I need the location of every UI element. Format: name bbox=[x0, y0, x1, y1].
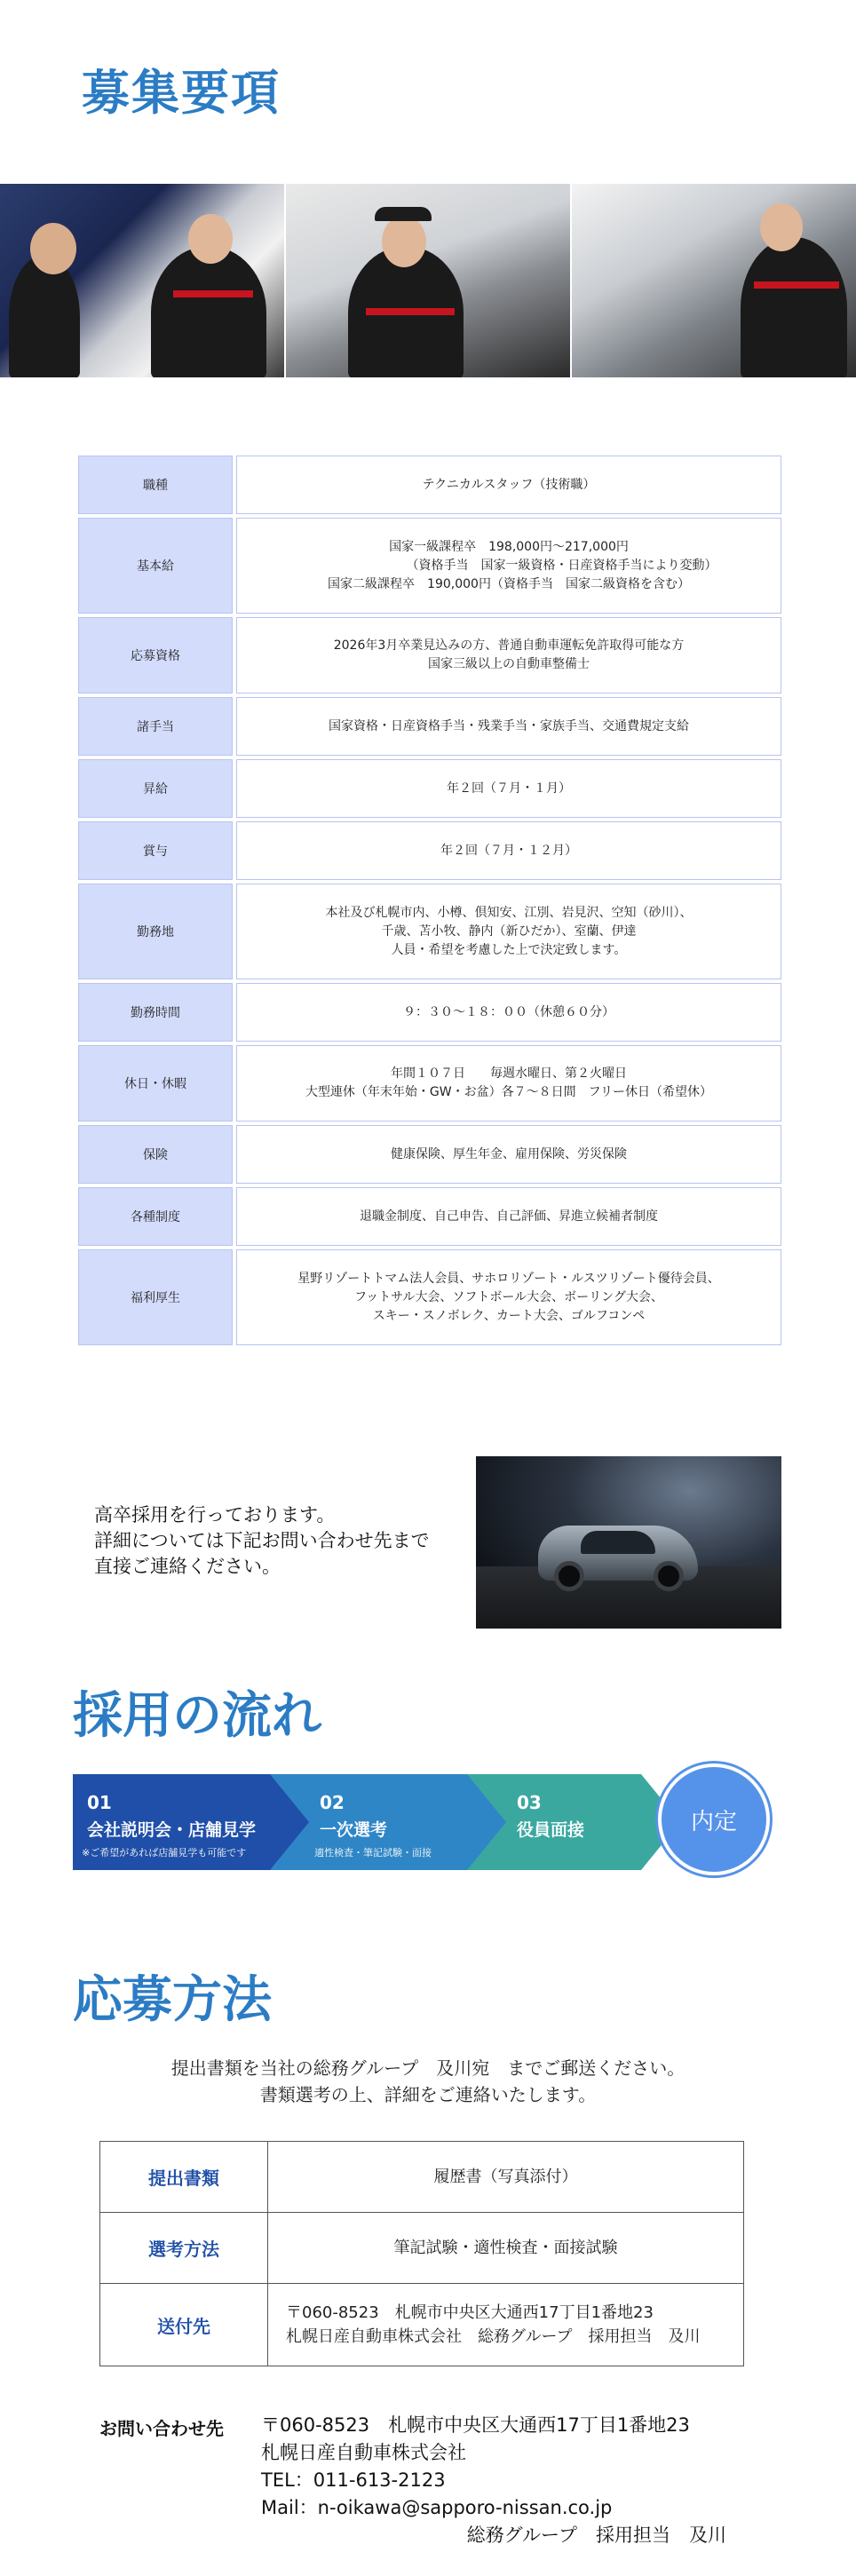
apply-title: 応募方法 bbox=[73, 1971, 272, 2029]
intro-text: 高卒採用を行っております。 詳細については下記お問い合わせ先まで 直接ご連絡ください。 bbox=[94, 1504, 430, 1577]
requirements-row bbox=[78, 697, 781, 756]
contact-info bbox=[261, 2412, 726, 2549]
flow-step-1-name: 会社説明会・店舗見学 bbox=[87, 1820, 257, 1840]
requirements-row bbox=[78, 983, 781, 1042]
requirements-row bbox=[78, 759, 781, 818]
contact-mail[interactable]: Mail：n-oikawa@sapporo-nissan.co.jp bbox=[261, 2497, 613, 2518]
requirements-label: 諸手当 bbox=[78, 697, 233, 756]
sports-car-image bbox=[476, 1456, 781, 1629]
requirements-value: 健康保険、厚生年金、雇用保険、労災保険 bbox=[236, 1125, 781, 1184]
apply-label-selection: 選考方法 bbox=[100, 2213, 268, 2283]
requirements-row bbox=[78, 456, 781, 514]
requirements-row bbox=[78, 1045, 781, 1122]
requirements-label: 福利厚生 bbox=[78, 1249, 233, 1345]
requirements-row bbox=[78, 1187, 781, 1246]
requirements-label: 基本給 bbox=[78, 518, 233, 614]
flow-step-1-number: 01 bbox=[87, 1792, 112, 1813]
requirements-row bbox=[78, 518, 781, 614]
apply-row-destination bbox=[100, 2284, 743, 2366]
requirements-value: ９：３０〜１８：００（休憩６０分） bbox=[236, 983, 781, 1042]
apply-value-destination: 〒060-8523 札幌市中央区大通西17丁目1番地23 札幌日産自動車株式会社 総務グループ 採用担当 及川 bbox=[286, 2303, 701, 2346]
requirements-value: 退職金制度、自己申告、自己評価、昇進立候補者制度 bbox=[236, 1187, 781, 1246]
contact-person: 総務グループ 採用担当 及川 bbox=[466, 2524, 726, 2546]
apply-value-selection: 筆記試験・適性検査・面接試験 bbox=[393, 2239, 618, 2257]
requirements-label: 各種制度 bbox=[78, 1187, 233, 1246]
apply-table bbox=[99, 2141, 744, 2366]
requirements-value: 年２回（７月・１２月） bbox=[236, 821, 781, 880]
requirements-label: 賞与 bbox=[78, 821, 233, 880]
photo-strip bbox=[0, 184, 856, 377]
contact-address: 〒060-8523 札幌市中央区大通西17丁目1番地23 bbox=[261, 2414, 690, 2436]
requirements-label: 休日・休暇 bbox=[78, 1045, 233, 1122]
final-offer-badge: 内定 bbox=[658, 1764, 770, 1875]
flow-step-2-name: 一次選考 bbox=[320, 1820, 388, 1840]
contact-label: お問い合わせ先 bbox=[99, 2418, 224, 2439]
apply-label-documents: 提出書類 bbox=[100, 2142, 268, 2212]
requirements-row bbox=[78, 617, 781, 694]
flow-step-3-name: 役員面接 bbox=[517, 1820, 585, 1840]
flow-step-2-number: 02 bbox=[320, 1792, 345, 1813]
requirements-table bbox=[78, 456, 781, 1349]
requirements-value: 年間１０７日 毎週水曜日、第２火曜日 大型連休（年末年始・GW・お盆）各７〜８日間 フリー休日（希望休） bbox=[236, 1045, 781, 1122]
requirements-value: 2026年3月卒業見込みの方、普通自動車運転免許取得可能な方 国家三級以上の自動車整備士 bbox=[236, 617, 781, 694]
requirements-label: 応募資格 bbox=[78, 617, 233, 694]
photo-mechanic-engine-bay bbox=[572, 184, 856, 377]
contact-tel[interactable]: TEL：011-613-2123 bbox=[261, 2469, 446, 2491]
requirements-value: テクニカルスタッフ（技術職） bbox=[236, 456, 781, 514]
flow-step-3-number: 03 bbox=[517, 1792, 542, 1813]
apply-row-selection bbox=[100, 2213, 743, 2284]
requirements-value: 国家一級課程卒 198,000円〜217,000円 （資格手当 国家一級資格・日産資格手当により変動） 国家二級課程卒 190,000円（資格手当 国家二級資格を含む） bbox=[236, 518, 781, 614]
requirements-value: 国家資格・日産資格手当・残業手当・家族手当、交通費規定支給 bbox=[236, 697, 781, 756]
requirements-row bbox=[78, 1125, 781, 1184]
requirements-value: 本社及び札幌市内、小樽、倶知安、江別、岩見沢、空知（砂川）、 千歳、苫小牧、静内（新ひだか）、室蘭、伊達 人員・希望を考慮した上で決定致します。 bbox=[236, 884, 781, 979]
apply-row-documents bbox=[100, 2142, 743, 2213]
requirements-label: 保険 bbox=[78, 1125, 233, 1184]
apply-label-destination: 送付先 bbox=[100, 2284, 268, 2366]
flow-step-2-note: 適性検査・筆記試験・面接 bbox=[314, 1847, 432, 1859]
requirements-row bbox=[78, 1249, 781, 1345]
flow-title: 採用の流れ bbox=[73, 1687, 321, 1745]
requirements-value: 年２回（７月・１月） bbox=[236, 759, 781, 818]
photo-mechanics-inspecting-car bbox=[0, 184, 284, 377]
requirements-label: 職種 bbox=[78, 456, 233, 514]
apply-value-documents: 履歴書（写真添付） bbox=[433, 2168, 578, 2186]
photo-mechanic-working bbox=[286, 184, 570, 377]
flow-step-1-note: ※ご希望があれば店舗見学も可能です bbox=[82, 1847, 247, 1859]
requirements-label: 勤務地 bbox=[78, 884, 233, 979]
apply-instructions: 提出書類を当社の総務グループ 及川宛 までご郵送ください。 書類選考の上、詳細をご連絡いたします。 bbox=[170, 2057, 686, 2105]
requirements-row bbox=[78, 884, 781, 979]
requirements-row bbox=[78, 821, 781, 880]
contact-company: 札幌日産自動車株式会社 bbox=[261, 2442, 466, 2463]
requirements-value: 星野リゾートトマム法人会員、サホロリゾート・ルスツリゾート優待会員、 フットサル大会、ソフトボール大会、ボーリング大会、 スキー・スノボレク、カート大会、ゴルフコンペ bbox=[236, 1249, 781, 1345]
requirements-title: 募集要項 bbox=[82, 65, 281, 121]
requirements-label: 勤務時間 bbox=[78, 983, 233, 1042]
requirements-label: 昇給 bbox=[78, 759, 233, 818]
